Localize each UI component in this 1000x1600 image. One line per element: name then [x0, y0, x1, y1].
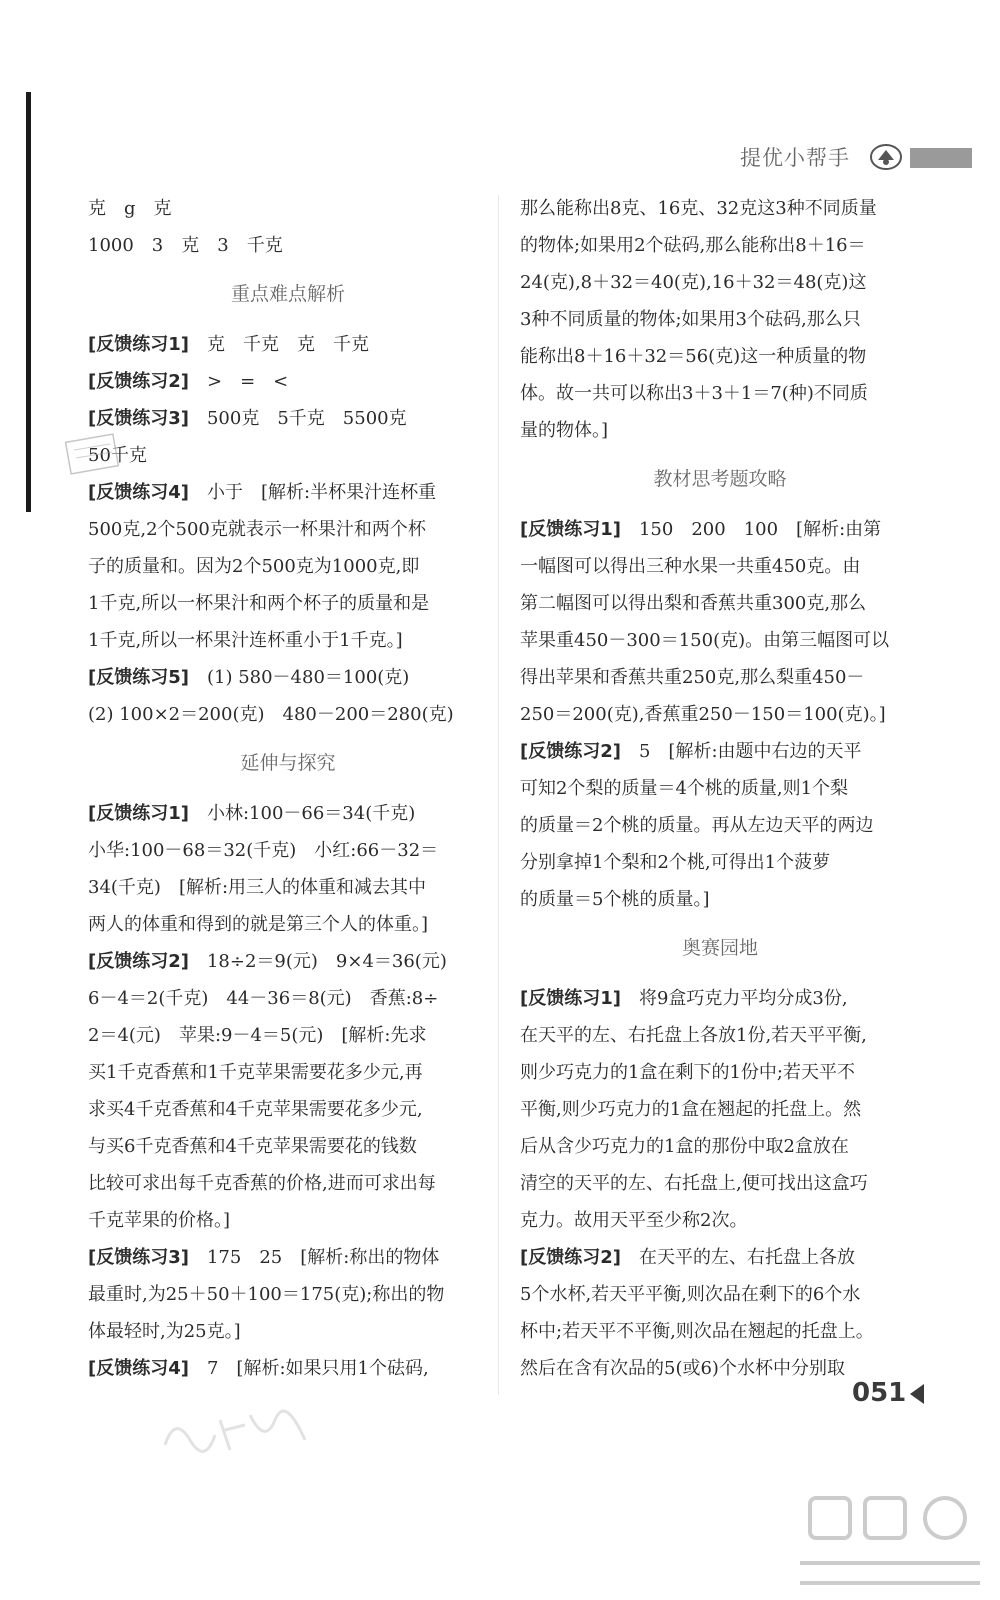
line-text: 可知2个梨的质量＝4个桃的质量,则1个梨: [520, 778, 849, 799]
text-line: [88, 943, 488, 980]
text-line: [520, 1091, 920, 1128]
line-text: 得出苹果和香蕉共重250克,那么梨重450－: [520, 667, 865, 688]
text-line: [520, 622, 920, 659]
exercise-tag: [反馈练习3]: [88, 1247, 189, 1268]
section-title: 教材思考题攻略: [653, 468, 787, 490]
line-text: (1) 580－480＝100(克): [188, 667, 410, 688]
exercise-tag: [反馈练习1]: [520, 519, 621, 540]
line-text: 最重时,为25＋50＋100＝175(克);称出的物: [88, 1284, 445, 1305]
line-text: 在天平的左、右托盘上各放: [620, 1247, 855, 1268]
line-text: 小林:100－66＝34(千克): [188, 803, 416, 824]
binding-edge-line: [26, 92, 31, 512]
exercise-tag: [反馈练习1]: [520, 988, 621, 1009]
line-text: 量的物体。]: [520, 420, 609, 441]
text-line: [88, 474, 488, 511]
site-logo-icon: [790, 1488, 990, 1600]
text-line: [520, 980, 920, 1017]
exercise-tag: [反馈练习2]: [520, 1247, 621, 1268]
text-line: [520, 696, 920, 733]
text-line: [520, 412, 920, 449]
line-text: 6－4＝2(千克) 44－36＝8(元) 香蕉:8÷: [88, 988, 439, 1009]
exercise-tag: [反馈练习2]: [88, 371, 189, 392]
text-line: [520, 227, 920, 264]
text-line: [88, 1165, 488, 1202]
text-line: [520, 1128, 920, 1165]
line-text: 克 千克 克 千克: [188, 334, 369, 355]
line-text: 买1千克香蕉和1千克苹果需要花多少元,再: [88, 1062, 423, 1083]
line-text: 杯中;若天平不平衡,则次品在翘起的托盘上。: [520, 1321, 874, 1342]
page-number: 051: [852, 1378, 907, 1408]
text-line: [520, 1165, 920, 1202]
line-text: 能称出8＋16＋32＝56(克)这一种质量的物: [520, 346, 867, 367]
text-line: [520, 659, 920, 696]
text-line: [520, 844, 920, 881]
text-line: [520, 585, 920, 622]
exercise-tag: [反馈练习3]: [88, 408, 189, 429]
text-line: [88, 869, 488, 906]
line-text: 小于 [解析:半杯果汁连杯重: [188, 482, 437, 503]
line-text: 1000 3 克 3 千克: [88, 235, 283, 256]
line-text: 小华:100－68＝32(千克) 小红:66－32＝: [88, 840, 439, 861]
line-text: 则少巧克力的1盒在剩下的1份中;若天平不: [520, 1062, 855, 1083]
text-line: [88, 548, 488, 585]
watermark-icon: [155, 1395, 315, 1465]
line-text: 千克苹果的价格。]: [88, 1210, 231, 1231]
stamp-icon: [64, 432, 120, 476]
exercise-tag: [反馈练习1]: [88, 334, 189, 355]
text-line: [520, 190, 920, 227]
line-text: 的物体;如果用2个砝码,那么能称出8＋16＝: [520, 235, 866, 256]
text-line: [520, 1313, 920, 1350]
line-text: 34(千克) [解析:用三人的体重和减去其中: [88, 877, 427, 898]
line-text: 7 [解析:如果只用1个砝码,: [188, 1358, 429, 1379]
line-text: 250＝200(克),香蕉重250－150＝100(克)。]: [520, 704, 886, 725]
line-text: 与买6千克香蕉和4千克苹果需要花的钱数: [88, 1136, 417, 1157]
line-text: 2＝4(元) 苹果:9－4＝5(元) [解析:先求: [88, 1025, 427, 1046]
line-text: 175 25 [解析:称出的物体: [188, 1247, 440, 1268]
text-line: [88, 400, 488, 437]
section-title: 延伸与探究: [240, 752, 336, 774]
text-line: [520, 1017, 920, 1054]
exercise-tag: [反馈练习4]: [88, 482, 189, 503]
line-text: 3种不同质量的物体;如果用3个砝码,那么只: [520, 309, 861, 330]
page-arrow-icon: [910, 1384, 924, 1404]
line-text: 1千克,所以一杯果汁连杯重小于1千克。]: [88, 630, 403, 651]
line-text: 然后在含有次品的5(或6)个水杯中分别取: [520, 1358, 845, 1379]
exercise-tag: [反馈练习5]: [88, 667, 189, 688]
line-text: 500克,2个500克就表示一杯果汁和两个杯: [88, 519, 426, 540]
right-column: [520, 190, 920, 1387]
text-line: [88, 1091, 488, 1128]
text-line: [88, 190, 488, 227]
line-text: 将9盒巧克力平均分成3份,: [620, 988, 848, 1009]
text-line: [88, 1350, 488, 1387]
section-title: 重点难点解析: [230, 283, 345, 305]
line-text: 分别拿掉1个梨和2个桃,可得出1个菠萝: [520, 852, 831, 873]
line-text: 那么能称出8克、16克、32克这3种不同质量: [520, 198, 877, 219]
text-line: [520, 1202, 920, 1239]
line-text: 第二幅图可以得出梨和香蕉共重300克,那么: [520, 593, 867, 614]
line-text: (2) 100×2＝200(克) 480－200＝280(克): [88, 704, 454, 725]
line-text: 清空的天平的左、右托盘上,便可找出这盒巧: [520, 1173, 868, 1194]
text-line: [88, 832, 488, 869]
exercise-tag: [反馈练习2]: [88, 951, 189, 972]
line-text: 体。故一共可以称出3＋3＋1＝7(种)不同质: [520, 383, 868, 404]
text-line: [88, 1054, 488, 1091]
header-title: 提优小帮手: [740, 146, 850, 170]
line-text: 克 g 克: [88, 198, 172, 219]
text-line: [88, 1202, 488, 1239]
text-line: [520, 1054, 920, 1091]
section-title: 奥赛园地: [681, 937, 758, 959]
text-line: [88, 980, 488, 1017]
text-line: [520, 1276, 920, 1313]
text-line: [520, 1239, 920, 1276]
text-line: [88, 437, 488, 474]
text-line: [88, 1128, 488, 1165]
line-text: 在天平的左、右托盘上各放1份,若天平平衡,: [520, 1025, 867, 1046]
line-text: 后从含少巧克力的1盒的那份中取2盒放在: [520, 1136, 849, 1157]
line-text: 体最轻时,为25克。]: [88, 1321, 241, 1342]
text-line: [520, 807, 920, 844]
exercise-tag: [反馈练习4]: [88, 1358, 189, 1379]
line-text: 5个水杯,若天平平衡,则次品在剩下的6个水: [520, 1284, 861, 1305]
line-text: 1千克,所以一杯果汁和两个杯子的质量和是: [88, 593, 430, 614]
line-text: 克力。故用天平至少称2次。: [520, 1210, 748, 1231]
line-text: 苹果重450－300＝150(克)。由第三幅图可以: [520, 630, 890, 651]
line-text: 平衡,则少巧克力的1盒在翘起的托盘上。然: [520, 1099, 862, 1120]
text-line: [520, 511, 920, 548]
line-text: 50千克: [88, 445, 147, 466]
line-text: 的质量＝5个桃的质量。]: [520, 889, 710, 910]
text-line: [88, 1239, 488, 1276]
text-line: [88, 511, 488, 548]
line-text: > = <: [188, 371, 289, 392]
column-divider: [498, 195, 499, 1395]
text-line: [520, 301, 920, 338]
header-emblem-icon: [868, 142, 904, 172]
text-line: [88, 585, 488, 622]
text-line: [520, 264, 920, 301]
line-text: 24(克),8＋32＝40(克),16＋32＝48(克)这: [520, 272, 867, 293]
text-line: [88, 1276, 488, 1313]
text-line: [88, 906, 488, 943]
text-line: [88, 696, 488, 733]
text-line: [88, 363, 488, 400]
text-line: [520, 733, 920, 770]
line-text: 比较可求出每千克香蕉的价格,进而可求出每: [88, 1173, 436, 1194]
line-text: 5 [解析:由题中右边的天平: [620, 741, 862, 762]
line-text: 求买4千克香蕉和4千克苹果需要花多少元,: [88, 1099, 423, 1120]
line-text: 子的质量和。因为2个500克为1000克,即: [88, 556, 420, 577]
text-line: [520, 881, 920, 918]
text-line: [88, 326, 488, 363]
line-text: 的质量＝2个桃的质量。再从左边天平的两边: [520, 815, 874, 836]
line-text: 18÷2＝9(元) 9×4＝36(元): [188, 951, 447, 972]
header-gray-bar: [910, 148, 972, 168]
line-text: 150 200 100 [解析:由第: [620, 519, 882, 540]
page-header: [740, 142, 972, 180]
text-line: [88, 622, 488, 659]
text-line: [520, 338, 920, 375]
exercise-tag: [反馈练习2]: [520, 741, 621, 762]
text-line: [88, 1017, 488, 1054]
line-text: 一幅图可以得出三种水果一共重450克。由: [520, 556, 861, 577]
text-line: [520, 375, 920, 412]
line-text: 两人的体重和得到的就是第三个人的体重。]: [88, 914, 429, 935]
line-text: 500克 5千克 5500克: [188, 408, 407, 429]
text-line: [520, 548, 920, 585]
text-line: [88, 659, 488, 696]
text-line: [520, 770, 920, 807]
text-line: [88, 795, 488, 832]
exercise-tag: [反馈练习1]: [88, 803, 189, 824]
text-line: [88, 227, 488, 264]
left-column: [88, 190, 488, 1387]
text-line: [88, 1313, 488, 1350]
